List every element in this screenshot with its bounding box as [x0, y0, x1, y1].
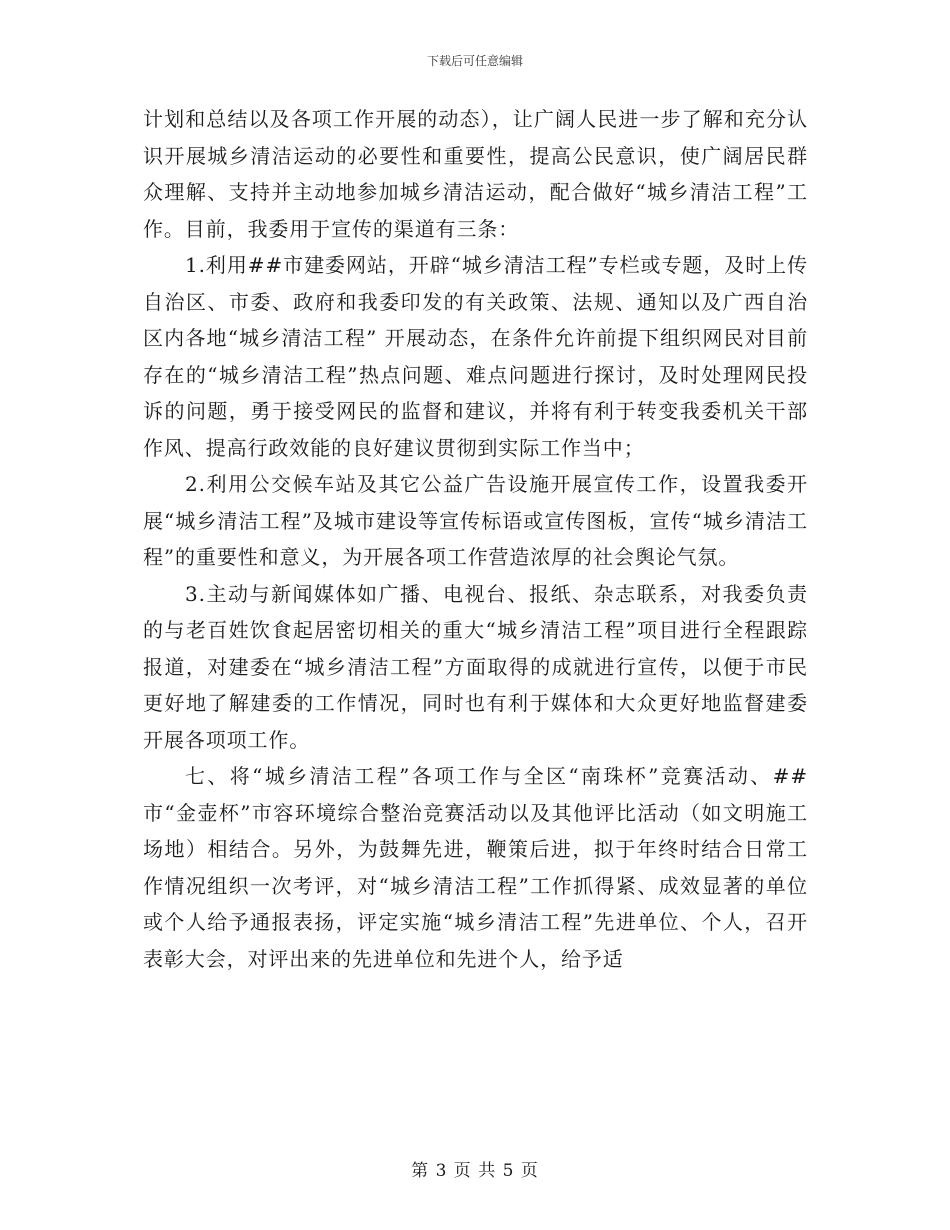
paragraph-1: 计划和总结以及各项工作开展的动态），让广阔人民进一步了解和充分认识开展城乡清洁运动的必要性和重要性，提高公民意识，使广阔居民群众理解、支持并主动地参加城乡清洁运动，配合做好“城乡清洁工程”工作。目前，我委用于宣传的渠道有三条：	[143, 107, 808, 241]
paragraph-3: 2.利用公交候车站及其它公益广告设施开展宣传工作，设置我委开展“城乡清洁工程”及城市建设等宣传标语或宣传图板，宣传“城乡清洁工程”的重要性和意义，为开展各项工作营造浓厚的社会舆论气氛。	[143, 472, 808, 569]
paragraph-5: 七、将“城乡清洁工程”各项工作与全区“南珠杯”竞赛活动、##市“金壶杯”市容环境综合整治竞赛活动以及其他评比活动（如文明施工场地）相结合。另外，为鼓舞先进，鞭策后进，拟于年终时结合日常工作情况组织一次考评，对“城乡清洁工程”工作抓得紧、成效显著的单位或个人给予通报表扬，评定实施“城乡清洁工程”先进单位、个人，召开表彰大会，对评出来的先进单位和先进个人，给予适	[143, 764, 808, 971]
paragraph-2: 1.利用##市建委网站，开辟“城乡清洁工程”专栏或专题，及时上传自治区、市委、政府和我委印发的有关政策、法规、通知以及广西自治区内各地“城乡清洁工程” 开展动态，在条件允许前提下组织网民对目前存在的“城乡清洁工程”热点问题、难点问题进行探讨，及时处理网民投诉的问题，勇于接受网民的监督和建议，并将有利于转变我委机关干部作风、提高行政效能的良好建议贯彻到实际工作当中；	[143, 253, 808, 460]
paragraph-4: 3.主动与新闻媒体如广播、电视台、报纸、杂志联系，对我委负责的与老百姓饮食起居密切相关的重大“城乡清洁工程”项目进行全程跟踪报道，对建委在“城乡清洁工程”方面取得的成就进行宣传，以便于市民更好地了解建委的工作情况，同时也有利于媒体和大众更好地监督建委开展各项项工作。	[143, 581, 808, 752]
page-header-note: 下载后可任意编辑	[426, 54, 523, 68]
document-body	[143, 101, 808, 977]
page-number: 第 3 页 共 5 页	[411, 1161, 539, 1181]
